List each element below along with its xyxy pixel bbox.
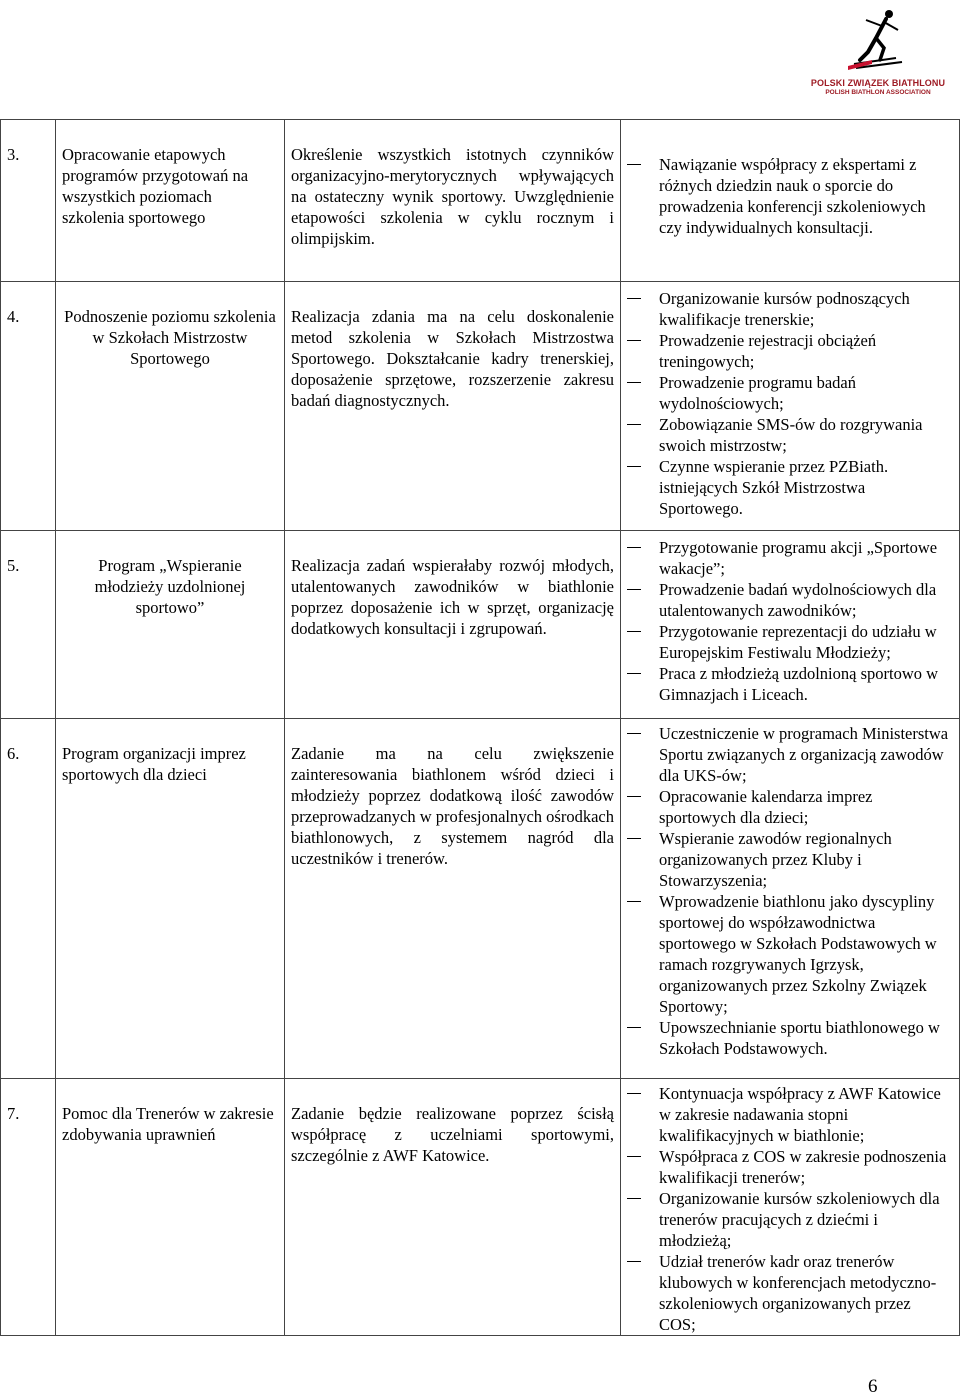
logo-name-en: POLISH BIATHLON ASSOCIATION xyxy=(825,89,931,96)
list-item: Kontynuacja współpracy z AWF Katowice w zakresie nadawania stopni kwalifikacyjnych w biathlonie; xyxy=(627,1083,951,1146)
page-number: 6 xyxy=(868,1376,878,1397)
table-row xyxy=(1,531,960,719)
row-number: 4. xyxy=(1,282,56,531)
list-item: Wprowadzenie biathlonu jako dyscypliny sportowej do współzawodnictwa sportowego w Szkołach Podstawowych w ramach rozgrywanych Igrzysk, organizowanych przez Szkolny Związek Sportowy; xyxy=(627,891,951,1017)
task-description: Realizacja zdania ma na celu doskonalenie metod szkolenia w Szkołach Mistrzostwa Sportowego. Dokształcanie kadry trenerskiej, doposażenie sprzętowe, rozszerzenie zakresu badań diagnostycznych. xyxy=(285,282,621,531)
task-description: Zadanie będzie realizowane poprzez ścisłą współpracę z uczelniami sportowymi, szczególnie z AWF Katowice. xyxy=(285,1079,621,1336)
table-row xyxy=(1,282,960,531)
list-item: Praca z młodzieżą uzdolnioną sportowo w Gimnazjach i Liceach. xyxy=(627,663,951,705)
task-actions xyxy=(621,120,960,282)
row-number: 6. xyxy=(1,719,56,1079)
row-number: 3. xyxy=(1,120,56,282)
list-item: Organizowanie kursów szkoleniowych dla trenerów pracujących z dziećmi i młodzieżą; xyxy=(627,1188,951,1251)
list-item: Udział trenerów kadr oraz trenerów klubowych w konferencjach metodyczno- szkoleniowych organizowanych przez COS; xyxy=(627,1251,951,1335)
list-item: Upowszechnianie sportu biathlonowego w Szkołach Podstawowych. xyxy=(627,1017,951,1059)
task-title: Podnoszenie poziomu szkolenia w Szkołach Mistrzostw Sportowego xyxy=(56,282,285,531)
polish-biathlon-logo xyxy=(808,8,948,100)
list-item: Prowadzenie rejestracji obciążeń treningowych; xyxy=(627,330,951,372)
table-row xyxy=(1,719,960,1079)
list-item: Prowadzenie badań wydolnościowych dla utalentowanych zawodników; xyxy=(627,579,951,621)
list-item: Przygotowanie programu akcji „Sportowe wakacje”; xyxy=(627,537,951,579)
task-description: Zadanie ma na celu zwiększenie zainteresowania biathlonem wśród dzieci i młodzieży poprzez dodatkową ilość zawodów przeprowadzanych w profesjonalnych ośrodkach biathlonowych, z systemem nagród dla uczestników i trenerów. xyxy=(285,719,621,1079)
list-item: Prowadzenie programu badań wydolnościowych; xyxy=(627,372,951,414)
task-title: Program „Wspieranie młodzieży uzdolnionej sportowo” xyxy=(56,531,285,719)
list-item: Współpraca z COS w zakresie podnoszenia kwalifikacji trenerów; xyxy=(627,1146,951,1188)
task-actions xyxy=(621,1079,960,1336)
task-title: Pomoc dla Trenerów w zakresie zdobywania uprawnień xyxy=(56,1079,285,1336)
table-row xyxy=(1,1079,960,1336)
list-item: Wspieranie zawodów regionalnych organizowanych przez Kluby i Stowarzyszenia; xyxy=(627,828,951,891)
list-item: Zobowiązanie SMS-ów do rozgrywania swoich mistrzostw; xyxy=(627,414,951,456)
list-item: Uczestniczenie w programach Ministerstwa Sportu związanych z organizacją zawodów dla UKS-ów; xyxy=(627,723,951,786)
biathlete-emblem-icon xyxy=(846,8,910,74)
task-actions xyxy=(621,719,960,1079)
list-item: Czynne wspieranie przez PZBiath. istniejących Szkół Mistrzostwa Sportowego. xyxy=(627,456,951,519)
strategy-table xyxy=(0,119,960,1336)
table-row xyxy=(1,120,960,282)
row-number: 7. xyxy=(1,1079,56,1336)
task-actions xyxy=(621,282,960,531)
logo-name-pl: POLSKI ZWIĄZEK BIATHLONU xyxy=(810,78,946,88)
list-item: Przygotowanie reprezentacji do udziału w Europejskim Festiwalu Młodzieży; xyxy=(627,621,951,663)
list-item: Nawiązanie współpracy z ekspertami z różnych dziedzin nauk o sporcie do prowadzenia konferencji szkoleniowych czy indywidualnych konsultacji. xyxy=(627,154,951,238)
task-description: Realizacja zadań wspierałaby rozwój młodych, utalentowanych zawodników w biathlonie poprzez doposażenie ich w sprzęt, organizację dodatkowych konsultacji i zgrupowań. xyxy=(285,531,621,719)
task-title: Program organizacji imprez sportowych dla dzieci xyxy=(56,719,285,1079)
row-number: 5. xyxy=(1,531,56,719)
list-item: Opracowanie kalendarza imprez sportowych dla dzieci; xyxy=(627,786,951,828)
task-actions xyxy=(621,531,960,719)
task-title: Opracowanie etapowych programów przygotowań na wszystkich poziomach szkolenia sportowego xyxy=(56,120,285,282)
list-item: Organizowanie kursów podnoszących kwalifikacje trenerskie; xyxy=(627,288,951,330)
task-description: Określenie wszystkich istotnych czynników organizacyjno-merytorycznych wpływających na ostateczny wynik sportowy. Uwzględnienie etapowości szkolenia w cyklu rocznym i olimpijskim. xyxy=(285,120,621,282)
